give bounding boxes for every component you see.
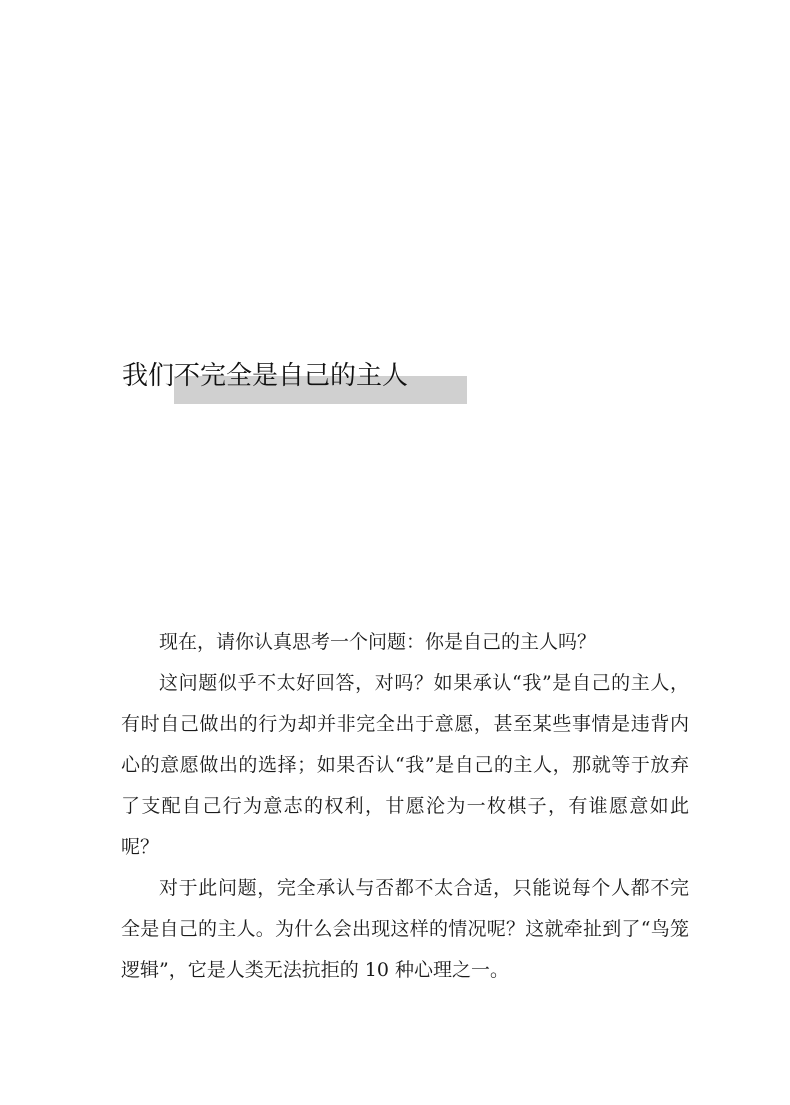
paragraph-1: 现在，请你认真思考一个问题：你是自己的主人吗？ bbox=[159, 631, 597, 653]
paragraph-2: 这问题似乎不太好回答，对吗？如果承认“我”是自己的主人，有时自己做出的行为却并非完全出于意愿，甚至某些事情是违背内心的意愿做出的选择；如果否认“我”是自己的主人，那就等于放弃了支配自己行为意志的权利，甘愿沦为一枚棋子，有谁愿意如此呢？ bbox=[121, 672, 689, 858]
body-text bbox=[121, 622, 689, 991]
paragraph-3: 对于此问题，完全承认与否都不太合适，只能说每个人都不完全是自己的主人。为什么会出现这样的情况呢？这就牵扯到了“鸟笼逻辑”，它是人类无法抗拒的 10 种心理之一。 bbox=[121, 877, 689, 981]
chapter-title: 我们不完全是自己的主人 bbox=[122, 361, 409, 391]
